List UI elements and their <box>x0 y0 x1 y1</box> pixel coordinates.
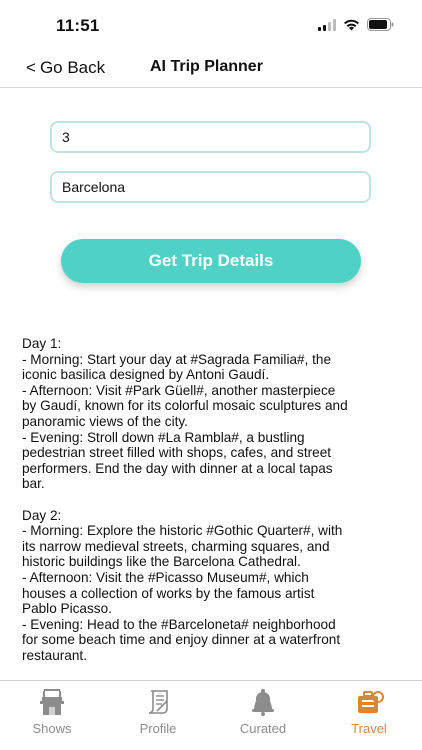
days-input[interactable] <box>50 121 371 153</box>
chevron-left-icon: < <box>26 58 36 77</box>
itinerary-line: panoramic views of the city. <box>22 413 188 429</box>
tab-travel-label: Travel <box>351 721 387 736</box>
itinerary-line: performers. End the day with dinner at a local tapas <box>22 460 333 476</box>
day-heading: Day 2: <box>22 507 62 523</box>
status-bar <box>0 0 422 52</box>
theater-icon <box>37 687 67 717</box>
page-title: AI Trip Planner <box>150 58 263 75</box>
tab-bar <box>0 680 422 750</box>
itinerary-line: - Morning: Start your day at #Sagrada Familia#, the <box>22 351 332 367</box>
tab-shows[interactable] <box>12 687 92 736</box>
battery-icon <box>367 18 394 31</box>
scroll-icon <box>143 687 173 717</box>
tab-profile[interactable] <box>118 687 198 736</box>
itinerary-line: - Morning: Explore the historic #Gothic Quarter#, with <box>22 523 343 539</box>
itinerary-line: its narrow medieval streets, charming squares, and <box>22 538 330 554</box>
go-back-label: Go Back <box>39 58 106 77</box>
tab-profile-label: Profile <box>139 721 177 736</box>
tab-travel[interactable] <box>329 687 409 736</box>
itinerary-line: restaurant. <box>22 647 87 663</box>
itinerary-line: - Afternoon: Visit the #Picasso Museum#, which <box>22 569 309 585</box>
suitcase-icon <box>354 687 384 717</box>
bell-icon <box>248 687 278 717</box>
itinerary-line: pedestrian street filled with shops, cafes, and street <box>22 445 332 461</box>
tab-curated-label: Curated <box>239 721 287 736</box>
itinerary-line: historic buildings like the Barcelona Cathedral. <box>22 554 301 570</box>
itinerary-line: Pablo Picasso. <box>22 601 112 617</box>
itinerary-text <box>22 336 402 666</box>
go-back-button[interactable] <box>26 58 105 78</box>
itinerary-line: - Evening: Stroll down #La Rambla#, a bustling <box>22 429 305 445</box>
itinerary-line: iconic basilica designed by Antoni Gaudí. <box>22 367 270 383</box>
itinerary-line: for some beach time and enjoy dinner at a waterfront <box>22 632 341 648</box>
cellular-signal-icon <box>318 19 336 31</box>
itinerary-line: - Afternoon: Visit #Park Güell#, another masterpiece <box>22 382 336 398</box>
itinerary-line: by Gaudí, known for its colorful mosaic sculptures and <box>22 398 348 414</box>
itinerary-line: - Evening: Head to the #Barceloneta# neighborhood <box>22 616 336 632</box>
get-trip-details-button[interactable]: Get Trip Details <box>61 239 361 283</box>
status-icons <box>318 18 394 31</box>
day-block <box>22 336 402 492</box>
navigation-bar <box>0 52 422 88</box>
day-heading: Day 1: <box>22 336 62 351</box>
wifi-icon <box>343 19 360 31</box>
city-input[interactable] <box>50 171 371 203</box>
day-block <box>22 508 402 664</box>
tab-curated[interactable] <box>223 687 303 736</box>
tab-shows-label: Shows <box>32 721 72 736</box>
status-time: 11:51 <box>56 16 100 35</box>
itinerary-line: houses a collection of works by the famous artist <box>22 585 315 601</box>
itinerary-line: bar. <box>22 476 45 492</box>
